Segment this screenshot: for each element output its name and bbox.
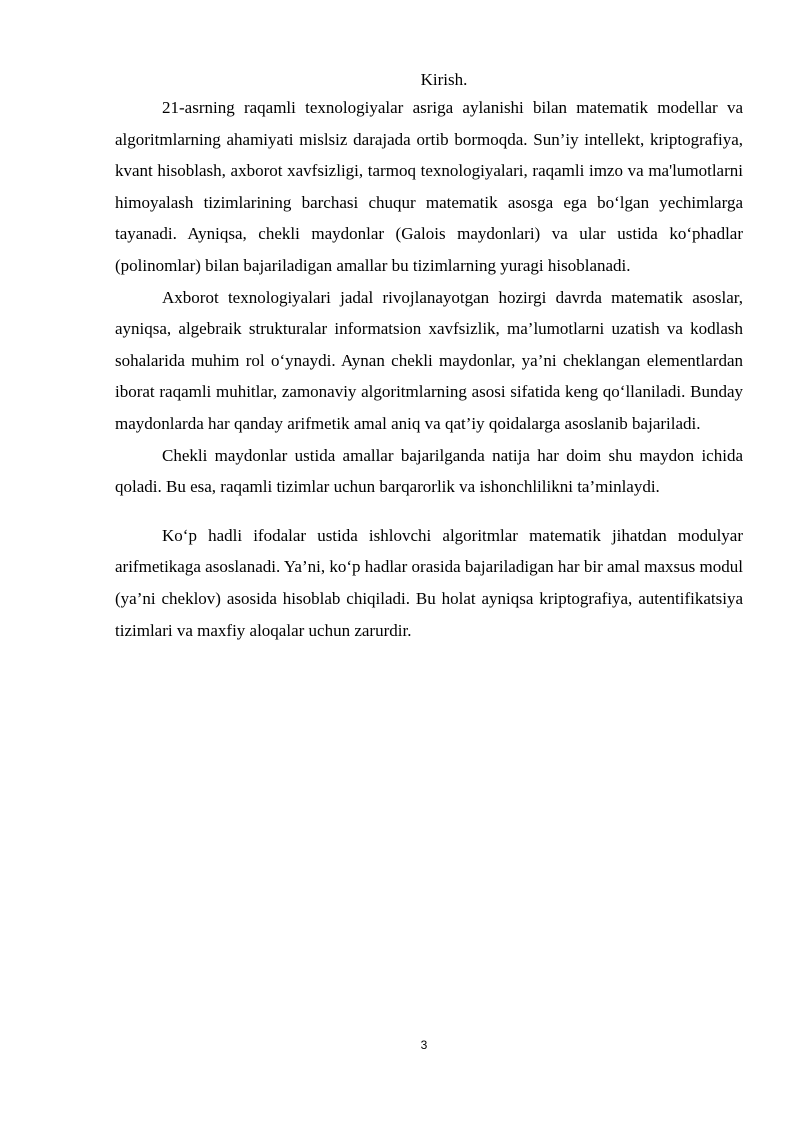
paragraph-4: Ko‘p hadli ifodalar ustida ishlovchi algoritmlar matematik jihatdan modulyar arifmetikaga asoslanadi. Ya’ni, ko‘p hadlar orasida bajariladigan har bir amal maxsus modul (ya’ni cheklov) asosida hisoblab chiqiladi. Bu holat ayniqsa kriptografiya, autentifikatsiya tizimlari va maxfiy aloqalar uchun zarurdir. [115,525,743,640]
page-number: 3 [420,1038,428,1052]
document-body [115,68,743,646]
paragraph-2: Axborot texnologiyalari jadal rivojlanayotgan hozirgi davrda matematik asoslar, ayniqsa, algebraik strukturalar informatsion xavfsizlik, ma’lumotlarni uzatish va kodlash sohalarida muhim rol o‘ynaydi. Aynan chekli maydonlar, ya’ni cheklangan elementlardan iborat raqamli muhitlar, zamonaviy algoritmlarning asosi sifatida keng qo‘llaniladi. Bunday maydonlarda har qanday arifmetik amal aniq va qat’iy qoidalarga asoslanib bajariladi. [115,287,743,433]
paragraph-3: Chekli maydonlar ustida amallar bajarilganda natija har doim shu maydon ichida qoladi. Bu esa, raqamli tizimlar uchun barqarorlik va ishonchlilikni ta’minlaydi. [115,445,743,497]
paragraph-1: 21-asrning raqamli texnologiyalar asriga aylanishi bilan matematik modellar va algoritmlarning ahamiyati mislsiz darajada ortib bormoqda. Sun’iy intellekt, kriptografiya, kvant hisoblash, axborot xavfsizligi, tarmoq texnologiyalari, raqamli imzo va ma'lumotlarni himoyalash tizimlarining barchasi chuqur matematik asosga ega bo‘lgan yechimlarga tayanadi. Ayniqsa, chekli maydonlar (Galois maydonlari) va ular ustida ko‘phadlar (polinomlar) bilan bajariladigan amallar bu tizimlarning yuragi hisoblanadi. [115,98,743,275]
section-title: Kirish. [420,70,468,89]
